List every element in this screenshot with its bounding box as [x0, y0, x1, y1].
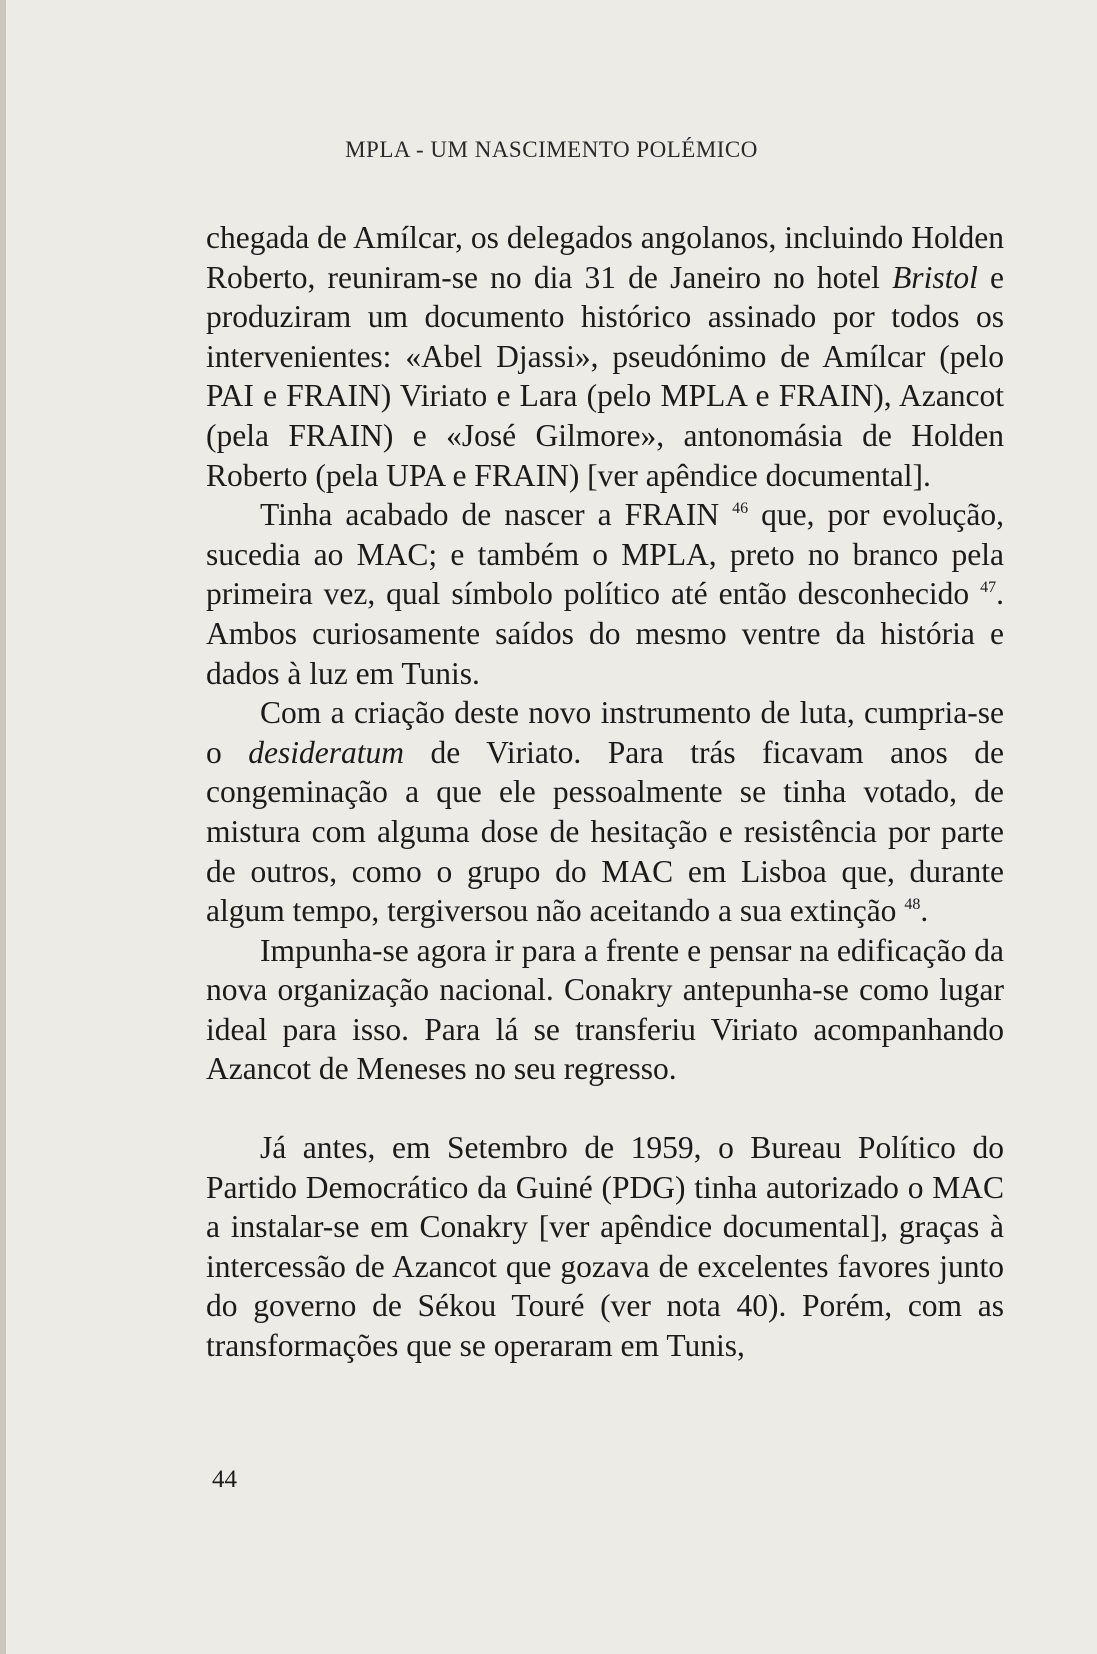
paragraph-1 — [206, 218, 1004, 495]
paragraph-3 — [206, 693, 1004, 931]
paragraph-3-italic: desideratum — [248, 734, 404, 770]
paragraph-2-text-a: Tinha acabado de nascer a FRAIN — [260, 497, 733, 533]
footnote-ref-47: 47 — [980, 579, 997, 597]
page-number: 44 — [212, 1466, 237, 1493]
paragraph-3-text-b: de Viriato. Para trás ficavam anos de congeminação a que ele pessoalmente se tinha votado, de mistura com alguma dose de hesitação e resistência por parte de outros, como o grupo do MAC em Lisboa que, durante algum tempo, tergiversou não aceitando a sua extinção — [206, 734, 1005, 929]
paragraph-4: Impunha-se agora ir para a frente e pensar na edificação da nova organização nacional. Conakry antepunha-se como lugar ideal para isso. Para lá se transferiu Viriato acompanhando Azancot de Meneses no seu regresso. — [206, 932, 1004, 1087]
footnote-ref-46: 46 — [732, 500, 749, 518]
body-text — [206, 218, 1004, 1366]
paragraph-3-text-c: . — [920, 893, 929, 929]
paragraph-1-text-b: e produziram um documento histórico assinado por todos os intervenientes: «Abel Djassi», pseudónimo de Amílcar (pelo PAI e FRAIN) Viriato e Lara (pelo MPLA e FRAIN), Azancot (pela FRAIN) e «José Gilmore», antonomásia de Holden Roberto (pela UPA e FRAIN) [ver apêndice documental]. — [206, 259, 1004, 493]
paragraph-5: Já antes, em Setembro de 1959, o Bureau Político do Partido Democrático da Guiné (PDG) tinha autorizado o MAC a instalar-se em Conakry [ver apêndice documental], graças à intercessão de Azancot que gozava de excelentes favores junto do governo de Sékou Touré (ver nota 40). Porém, com as transformações que se operaram em Tunis, — [206, 1130, 1004, 1364]
paragraph-1-text-a: chegada de Amílcar, os delegados angolanos, incluindo Holden Roberto, reuniram-se no dia 31 de Janeiro no hotel — [206, 220, 1004, 295]
paragraph-1-italic: Bristol — [892, 259, 978, 295]
paragraph-3-text-a: Com a criação deste novo instrumento de luta, cumpria-se o — [206, 695, 1004, 770]
footnote-ref-48: 48 — [904, 896, 921, 914]
paragraph-2 — [206, 495, 1004, 693]
running-head: MPLA - UM NASCIMENTO POLÉMICO — [345, 137, 758, 162]
paragraph-2-text-c: . Ambos curiosamente saídos do mesmo ventre da história e dados à luz em Tunis. — [206, 576, 1004, 691]
paragraph-2-text-b: que, por evolução, sucedia ao MAC; e também o MPLA, preto no branco pela primeira vez, qual símbolo político até então desconhecido — [206, 497, 1004, 612]
